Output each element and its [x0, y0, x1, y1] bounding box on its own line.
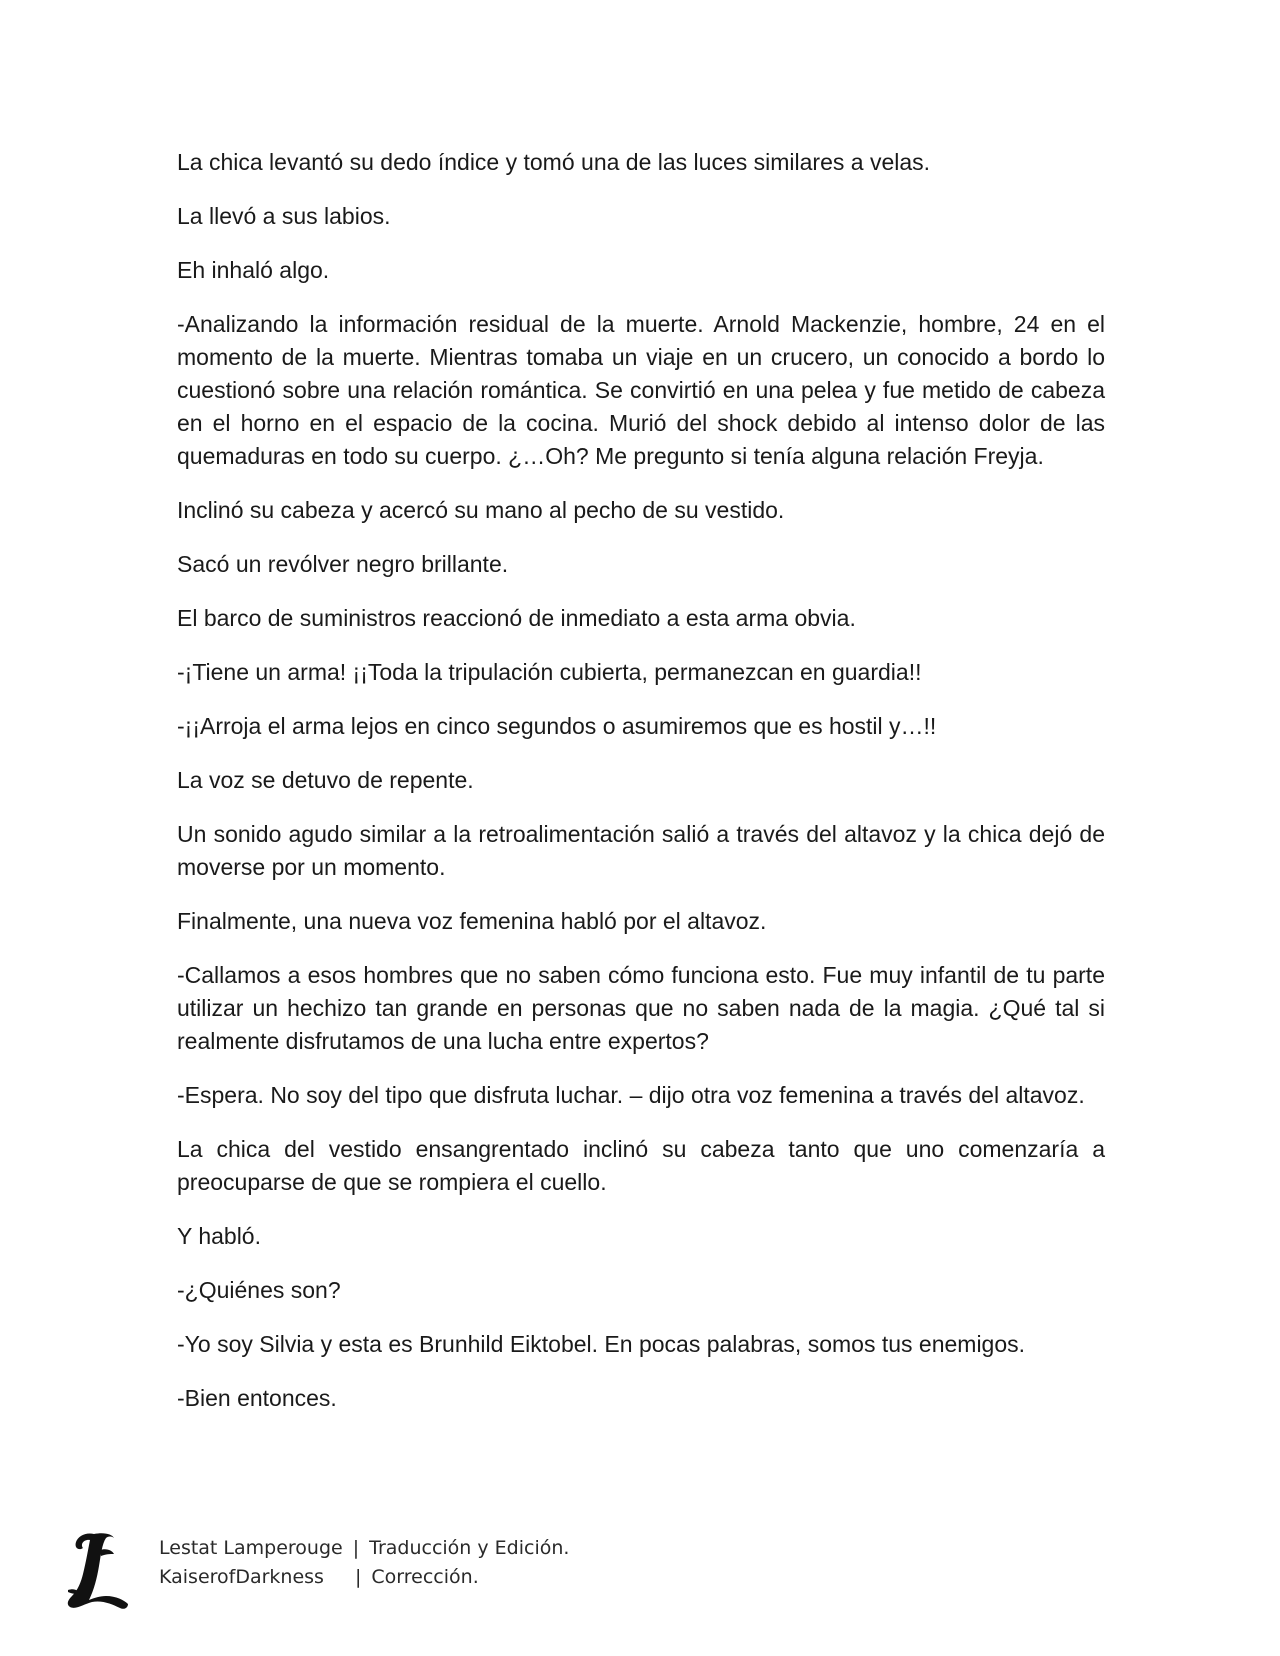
credit-line — [159, 1563, 569, 1592]
paragraph: -Espera. No soy del tipo que disfruta luchar. – dijo otra voz femenina a través del altavoz. — [177, 1082, 1085, 1108]
paragraph: Inclinó su cabeza y acercó su mano al pecho de su vestido. — [177, 497, 785, 523]
paragraph: -¡Tiene un arma! ¡¡Toda la tripulación cubierta, permanezcan en guardia!! — [177, 659, 922, 685]
paragraph: -¡¡Arroja el arma lejos en cinco segundos o asumiremos que es hostil y…!! — [177, 713, 937, 739]
paragraph: La chica del vestido ensangrentado inclinó su cabeza tanto que uno comenzaría a preocuparse de que se rompiera el cuello. — [177, 1136, 1105, 1195]
paragraph: Finalmente, una nueva voz femenina habló por el altavoz. — [177, 908, 767, 934]
paragraph: El barco de suministros reaccionó de inmediato a esta arma obvia. — [177, 605, 856, 631]
page-footer — [64, 1530, 764, 1630]
paragraph: Y habló. — [177, 1223, 261, 1249]
separator: | — [355, 1566, 362, 1588]
credits — [159, 1534, 569, 1592]
gothic-letter-L-icon — [64, 1530, 130, 1610]
document-body — [177, 146, 1105, 1436]
paragraph: -Callamos a esos hombres que no saben cómo funciona esto. Fue muy infantil de tu parte utilizar un hechizo tan grande en personas que no saben nada de la magia. ¿Qué tal si realmente disfrutamos de una lucha entre expertos? — [177, 962, 1105, 1054]
paragraph: -Analizando la información residual de la muerte. Arnold Mackenzie, hombre, 24 en el momento de la muerte. Mientras tomaba un viaje en un crucero, un conocido a bordo lo cuestionó sobre una relación romántica. Se convirtió en una pelea y fue metido de cabeza en el horno en el espacio de la cocina. Murió del shock debido al intenso dolor de las quemaduras en todo su cuerpo. ¿…Oh? Me pregunto si tenía alguna relación Freyja. — [177, 311, 1105, 469]
paragraph: -Bien entonces. — [177, 1385, 337, 1411]
credit-name: KaiserofDarkness — [159, 1566, 324, 1588]
paragraph: -¿Quiénes son? — [177, 1277, 341, 1303]
credit-role: Traducción y Edición. — [369, 1537, 570, 1559]
paragraph: Un sonido agudo similar a la retroalimentación salió a través del altavoz y la chica dejó de moverse por un momento. — [177, 821, 1105, 880]
credit-role: Corrección. — [371, 1566, 479, 1588]
separator: | — [352, 1537, 360, 1559]
credit-line — [159, 1534, 569, 1563]
paragraph: La chica levantó su dedo índice y tomó una de las luces similares a velas. — [177, 149, 931, 175]
paragraph: La voz se detuvo de repente. — [177, 767, 474, 793]
credit-name: Lestat Lamperouge — [159, 1537, 343, 1559]
paragraph: -Yo soy Silvia y esta es Brunhild Eiktobel. En pocas palabras, somos tus enemigos. — [177, 1331, 1026, 1357]
paragraph: Sacó un revólver negro brillante. — [177, 551, 509, 577]
paragraph: Eh inhaló algo. — [177, 257, 330, 283]
paragraph: La llevó a sus labios. — [177, 203, 391, 229]
